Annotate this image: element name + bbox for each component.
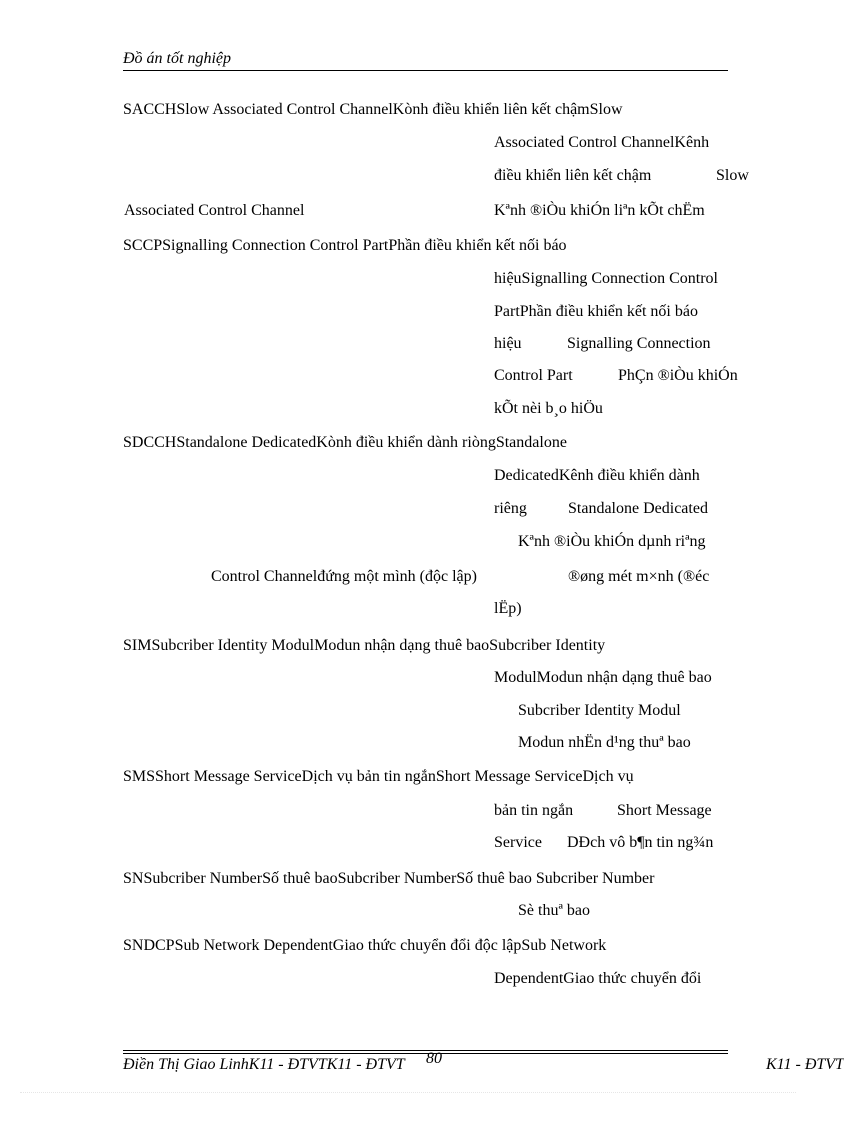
term-line: PhÇn ®iÒu khiÓn	[618, 367, 738, 384]
header-rule	[123, 70, 728, 71]
term-line: Service	[494, 834, 542, 851]
term-line: SIMSubcriber Identity ModulModun nhận dạng thuê baoSubcriber Identity	[123, 637, 606, 654]
term-line: kÕt nèi b¸o hiÖu	[494, 400, 603, 417]
term-line: hiệuSignalling Connection Control	[494, 270, 718, 287]
term-line: Modun nhËn d¹ng thuª bao	[518, 734, 691, 751]
term-line: bản tin ngắn	[494, 802, 574, 819]
term-line: Standalone Dedicated	[568, 500, 708, 517]
term-line: Kªnh ®iÒu khiÓn liªn kÕt chËm	[494, 202, 705, 219]
term-line: Short Message	[617, 802, 712, 819]
term-line: Control Part	[494, 367, 573, 384]
term-line: Associated Control ChannelKênh	[494, 134, 710, 151]
term-line: Sè thuª bao	[518, 902, 590, 919]
term-line: SDCCHStandalone DedicatedKònh điều khiển dành riòngStandalone	[123, 434, 567, 451]
term-line: ®øng mét m×nh (®éc	[568, 568, 710, 585]
term-line: PartPhần điều khiển kết nối báo	[494, 303, 698, 320]
footer-author: Điền Thị Giao LinhK11 - ĐTVTK11 - ĐTVT	[123, 1056, 405, 1073]
term-line: Signalling Connection	[567, 335, 711, 352]
term-line: Subcriber Identity Modul	[518, 702, 681, 719]
page-number: 80	[426, 1050, 442, 1067]
term-line: điều khiển liên kết chậm	[494, 167, 652, 184]
term-line: SNSubcriber NumberSố thuê baoSubcriber NumberSố thuê bao Subcriber Number	[123, 870, 655, 887]
term-line: Control Channelđứng một mình (độc lập)	[211, 568, 477, 585]
term-line: SMSShort Message ServiceDịch vụ bản tin ngắnShort Message ServiceDịch vụ	[123, 768, 634, 785]
term-line: SNDCPSub Network DependentGiao thức chuyển đổi độc lậpSub Network	[123, 937, 607, 954]
term-line: riêng	[494, 500, 527, 517]
term-line: hiệu	[494, 335, 522, 352]
term-line: Associated Control Channel	[124, 202, 305, 219]
term-line: SACCHSlow Associated Control ChannelKònh điều khiển liên kết chậmSlow	[123, 101, 623, 118]
term-line: Kªnh ®iÒu khiÓn dµnh riªng	[518, 533, 706, 550]
term-line: ModulModun nhận dạng thuê bao	[494, 669, 712, 686]
term-line: SCCPSignalling Connection Control PartPhần điều khiển kết nối báo	[123, 237, 567, 254]
term-line: DÐch vô b¶n tin ng¾n	[567, 834, 714, 851]
term-line: DependentGiao thức chuyển đổi	[494, 970, 702, 987]
page-header-title: Đồ án tốt nghiệp	[123, 50, 231, 67]
term-line: DedicatedKênh điều khiển dành	[494, 467, 700, 484]
footer-right: K11 - ĐTVT	[766, 1056, 844, 1073]
term-line: Slow	[716, 167, 749, 184]
page-bottom-edge	[20, 1092, 796, 1093]
term-line: lËp)	[494, 600, 522, 617]
